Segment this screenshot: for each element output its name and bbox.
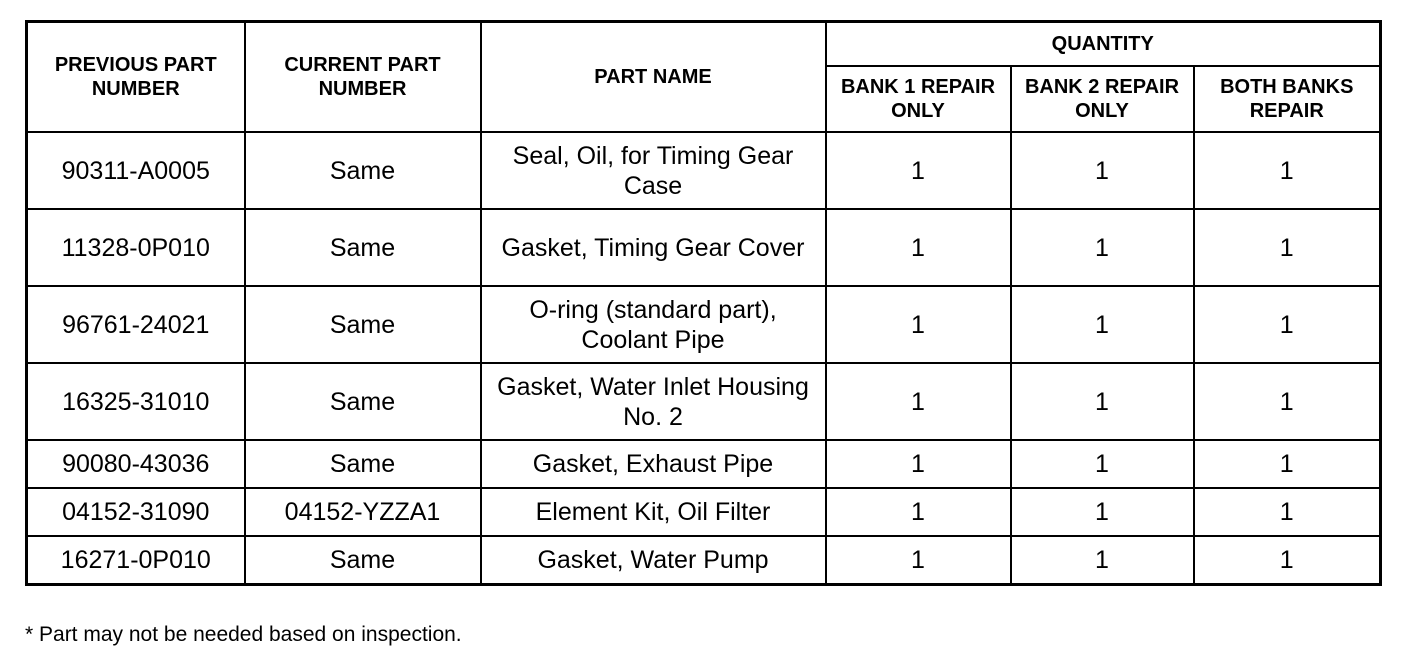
- header-bank1-repair-only: BANK 1 REPAIR ONLY: [826, 66, 1011, 132]
- cell-previous-part-number: 96761-24021: [27, 286, 245, 363]
- cell-bank2-qty: 1: [1011, 286, 1194, 363]
- cell-bank1-qty: 1: [826, 536, 1011, 585]
- cell-both-qty: 1: [1194, 363, 1381, 440]
- cell-both-qty: 1: [1194, 536, 1381, 585]
- cell-bank2-qty: 1: [1011, 363, 1194, 440]
- cell-current-part-number: Same: [245, 440, 481, 488]
- table-row: [27, 286, 1381, 363]
- cell-previous-part-number: 16271-0P010: [27, 536, 245, 585]
- cell-both-qty: 1: [1194, 286, 1381, 363]
- cell-bank2-qty: 1: [1011, 536, 1194, 585]
- table-row: [27, 363, 1381, 440]
- cell-bank2-qty: 1: [1011, 209, 1194, 286]
- cell-bank1-qty: 1: [826, 488, 1011, 536]
- cell-current-part-number: Same: [245, 363, 481, 440]
- header-previous-part-number: PREVIOUS PART NUMBER: [27, 22, 245, 133]
- table-row: [27, 209, 1381, 286]
- footnote: * Part may not be needed based on inspection.: [25, 623, 462, 646]
- cell-previous-part-number: 11328-0P010: [27, 209, 245, 286]
- table-row: [27, 440, 1381, 488]
- cell-both-qty: 1: [1194, 488, 1381, 536]
- header-current-part-number: CURRENT PART NUMBER: [245, 22, 481, 133]
- cell-bank2-qty: 1: [1011, 440, 1194, 488]
- cell-previous-part-number: 90311-A0005: [27, 132, 245, 209]
- cell-bank1-qty: 1: [826, 209, 1011, 286]
- cell-current-part-number: Same: [245, 536, 481, 585]
- cell-current-part-number: Same: [245, 132, 481, 209]
- cell-current-part-number: Same: [245, 209, 481, 286]
- table-row: [27, 536, 1381, 585]
- cell-current-part-number: Same: [245, 286, 481, 363]
- cell-part-name: Element Kit, Oil Filter: [481, 488, 826, 536]
- cell-bank2-qty: 1: [1011, 488, 1194, 536]
- cell-bank2-qty: 1: [1011, 132, 1194, 209]
- cell-part-name: Gasket, Exhaust Pipe: [481, 440, 826, 488]
- cell-bank1-qty: 1: [826, 132, 1011, 209]
- header-bank2-repair-only: BANK 2 REPAIR ONLY: [1011, 66, 1194, 132]
- cell-bank1-qty: 1: [826, 440, 1011, 488]
- cell-part-name: Gasket, Water Pump: [481, 536, 826, 585]
- cell-current-part-number: 04152-YZZA1: [245, 488, 481, 536]
- cell-previous-part-number: 16325-31010: [27, 363, 245, 440]
- table-row: [27, 488, 1381, 536]
- header-both-banks-repair: BOTH BANKS REPAIR: [1194, 66, 1381, 132]
- parts-table: [25, 20, 1382, 586]
- cell-previous-part-number: 04152-31090: [27, 488, 245, 536]
- cell-previous-part-number: 90080-43036: [27, 440, 245, 488]
- cell-part-name: Gasket, Water Inlet Housing No. 2: [481, 363, 826, 440]
- cell-part-name: O-ring (standard part), Coolant Pipe: [481, 286, 826, 363]
- header-quantity: QUANTITY: [826, 22, 1381, 67]
- table-row: [27, 132, 1381, 209]
- cell-bank1-qty: 1: [826, 363, 1011, 440]
- cell-part-name: Seal, Oil, for Timing Gear Case: [481, 132, 826, 209]
- cell-part-name: Gasket, Timing Gear Cover: [481, 209, 826, 286]
- cell-bank1-qty: 1: [826, 286, 1011, 363]
- cell-both-qty: 1: [1194, 209, 1381, 286]
- header-part-name: PART NAME: [481, 22, 826, 133]
- cell-both-qty: 1: [1194, 132, 1381, 209]
- cell-both-qty: 1: [1194, 440, 1381, 488]
